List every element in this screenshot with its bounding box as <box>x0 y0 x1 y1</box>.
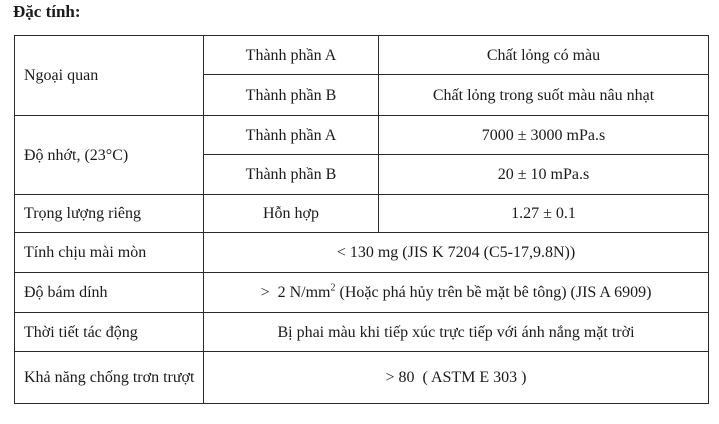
abrasion-value: < 130 mg (JIS K 7204 (C5-17,9.8N)) <box>204 233 709 273</box>
table-row-viscosity-a <box>15 116 709 155</box>
property-specific-gravity: Trọng lượng riêng <box>15 195 204 233</box>
property-adhesion: Độ bám dính <box>15 273 204 313</box>
adhesion-value-suffix: (Hoặc phá hủy trên bề mặt bê tông) (JIS A 6909) <box>335 284 652 301</box>
component-a-label: Thành phần A <box>204 36 379 75</box>
table-row-adhesion <box>15 273 709 313</box>
table-row-specific-gravity <box>15 195 709 233</box>
property-appearance: Ngoại quan <box>15 36 204 116</box>
adhesion-value-superscript: 2 <box>330 282 336 294</box>
component-b-label: Thành phần B <box>204 75 379 116</box>
component-a-label: Thành phần A <box>204 116 379 155</box>
property-viscosity: Độ nhớt, (23°C) <box>15 116 204 195</box>
weathering-value: Bị phai màu khi tiếp xúc trực tiếp với ánh nắng mặt trời <box>204 313 709 352</box>
properties-table <box>14 35 709 404</box>
adhesion-value-prefix: > 2 N/mm <box>260 284 331 301</box>
property-abrasion: Tính chịu mài mòn <box>15 233 204 273</box>
specific-gravity-value: 1.27 ± 0.1 <box>379 195 709 233</box>
property-weathering: Thời tiết tác động <box>15 313 204 352</box>
component-b-label: Thành phần B <box>204 155 379 195</box>
adhesion-value <box>204 273 709 313</box>
appearance-a-value: Chất lỏng có màu <box>379 36 709 75</box>
viscosity-a-value: 7000 ± 3000 mPa.s <box>379 116 709 155</box>
table-row-appearance-a <box>15 36 709 75</box>
table-row-weathering <box>15 313 709 352</box>
page-title: Đặc tính: <box>13 2 81 21</box>
table-row-slip-resistance <box>15 352 709 404</box>
property-slip-resistance: Khả năng chống trơn trượt <box>15 352 204 404</box>
appearance-b-value: Chất lỏng trong suốt màu nâu nhạt <box>379 75 709 116</box>
mixture-label: Hỗn hợp <box>204 195 379 233</box>
viscosity-b-value: 20 ± 10 mPa.s <box>379 155 709 195</box>
table-row-abrasion <box>15 233 709 273</box>
slip-resistance-value: > 80 ( ASTM E 303 ) <box>204 352 709 404</box>
